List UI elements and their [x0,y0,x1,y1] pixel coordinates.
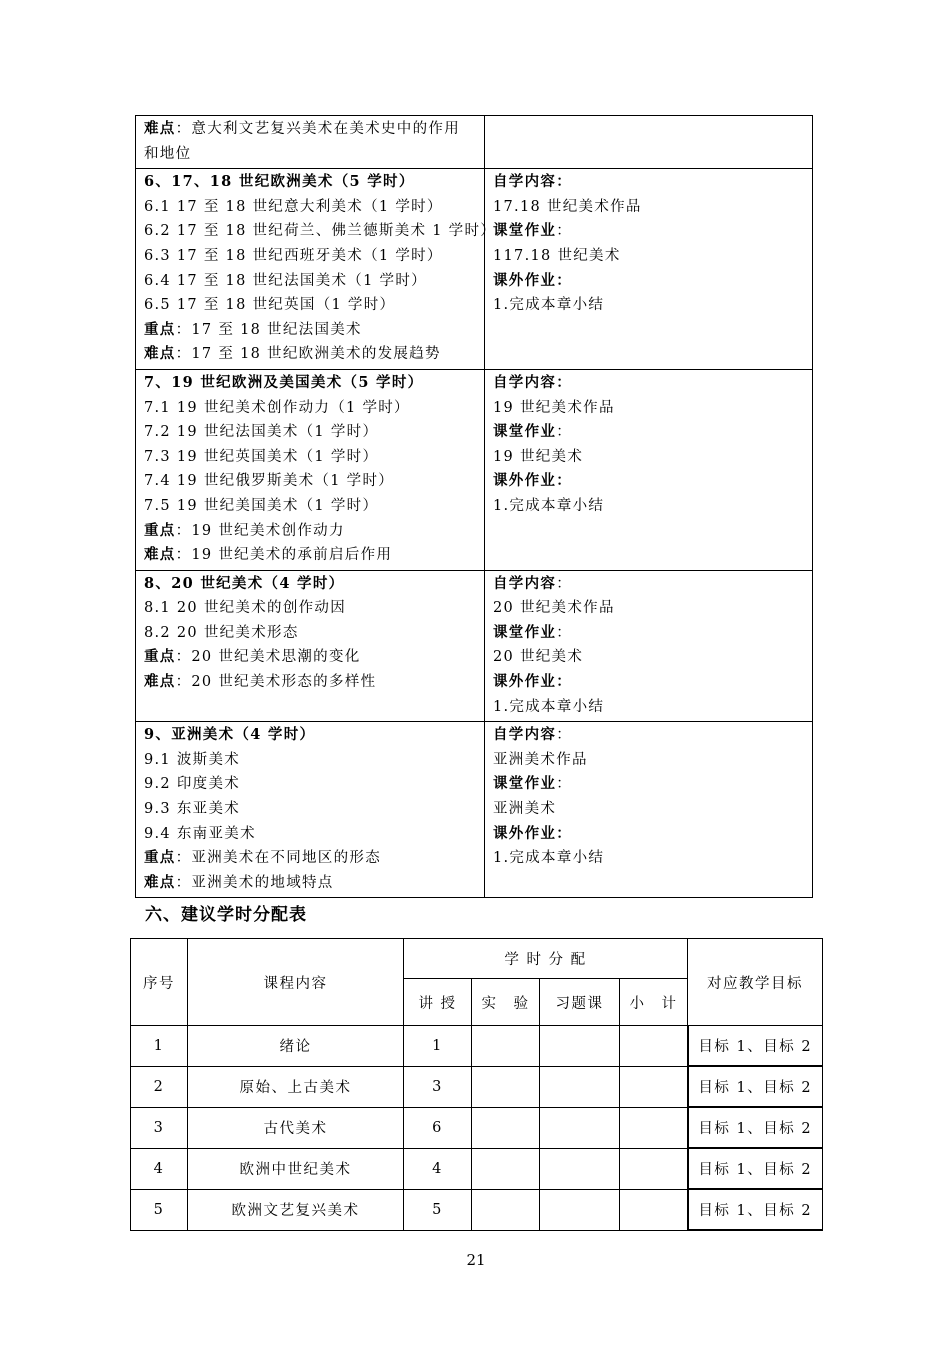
header-lab: 实 验 [472,979,540,1026]
syllabus-line [144,293,484,318]
header-subtotal: 小 计 [620,979,688,1026]
row-goal: 目标 1、目标 2 [688,1148,823,1189]
row-seq: 2 [131,1066,188,1107]
syllabus-line-text: ：意大利文艺复兴美术在美术史中的作用 [175,121,461,137]
syllabus-line [144,723,484,748]
row-lecture: 1 [404,1026,472,1067]
syllabus-line [493,445,812,470]
syllabus-line-label: 自学内容 [493,726,557,744]
syllabus-line [144,822,484,847]
syllabus-line-text: 1.完成本章小结 [493,850,605,867]
syllabus-line [144,519,484,544]
hours-row [131,1026,823,1067]
syllabus-line-label: 课堂作业 [493,623,557,641]
syllabus-line-text: 1.完成本章小结 [493,698,605,715]
syllabus-line-text: ： [556,624,573,641]
row-goal: 目标 1、目标 2 [688,1026,823,1067]
hours-header-row [131,939,823,979]
hours-table [130,938,823,1231]
row-seq: 5 [131,1189,188,1230]
row-lecture: 6 [404,1107,472,1148]
syllabus-line-text: 亚洲美术作品 [493,751,588,768]
row-goal: 目标 1、目标 2 [688,1066,823,1107]
syllabus-line [493,269,812,294]
row-exercise [540,1066,620,1107]
syllabus-topic-cell [136,169,497,370]
syllabus-line-text: 9.4 东南亚美术 [144,825,256,842]
row-lab [472,1026,540,1067]
syllabus-line-text: 9.3 东亚美术 [144,801,241,818]
syllabus-line [144,797,484,822]
row-subtotal [620,1189,688,1230]
syllabus-line [493,670,812,695]
syllabus-line-text: ：17 至 18 世纪欧洲美术的发展趋势 [175,346,441,363]
syllabus-line-text: 1.完成本章小结 [493,297,605,314]
header-goal: 对应教学目标 [688,939,823,1026]
syllabus-line-text: 8.1 20 世纪美术的创作动因 [144,600,347,617]
syllabus-line-text: 20 世纪美术 [493,649,584,666]
syllabus-line [493,572,812,597]
row-lecture: 5 [404,1189,472,1230]
syllabus-line [144,670,484,695]
syllabus-line [493,621,812,646]
syllabus-line [144,117,484,142]
syllabus-line-label: 重点 [144,521,176,539]
syllabus-line-text: ： [556,575,573,592]
syllabus-line-text: 9.1 波斯美术 [144,751,241,768]
syllabus-line-text: 19 世纪美术作品 [493,399,615,416]
syllabus-line-text: 6.3 17 至 18 世纪西班牙美术（1 学时） [144,247,443,264]
syllabus-line [144,846,484,871]
syllabus-line [144,572,484,597]
syllabus-line-text: 17.18 世纪美术作品 [493,198,642,215]
syllabus-line [493,797,812,822]
syllabus-line [144,342,484,367]
row-lecture: 3 [404,1066,472,1107]
syllabus-line [493,195,812,220]
syllabus-row [136,570,813,722]
syllabus-line [144,142,484,167]
section-heading: 六、建议学时分配表 [145,905,307,925]
syllabus-line-text: ： [556,223,573,240]
row-seq: 1 [131,1026,188,1067]
syllabus-line-label: 难点 [144,546,176,564]
syllabus-assignment-cell [485,116,813,169]
row-content: 欧洲文艺复兴美术 [188,1189,404,1230]
syllabus-line-label: 7、19 世纪欧洲及美国美术（5 学时） [144,373,424,391]
syllabus-line [493,469,812,494]
syllabus-line-text: ：17 至 18 世纪法国美术 [175,321,362,338]
syllabus-line-text: ：亚洲美术的地域特点 [175,874,334,891]
syllabus-line-label: 课外作业： [493,673,572,691]
row-seq: 4 [131,1148,188,1189]
header-lecture: 讲 授 [404,979,472,1026]
row-exercise [540,1107,620,1148]
syllabus-line [144,871,484,896]
header-hours-group: 学 时 分 配 [404,939,688,979]
syllabus-line-text: 9.2 印度美术 [144,776,241,793]
syllabus-body [136,116,813,898]
syllabus-line [493,293,812,318]
hours-row [131,1107,823,1148]
row-subtotal [620,1066,688,1107]
syllabus-topic-cell [136,722,485,898]
header-content: 课程内容 [188,939,404,1026]
syllabus-line-text: 1.完成本章小结 [493,497,605,514]
syllabus-line [144,219,497,244]
syllabus-line-text: 7.1 19 世纪美术创作动力（1 学时） [144,399,410,416]
row-lab [472,1107,540,1148]
syllabus-line-text: 6.1 17 至 18 世纪意大利美术（1 学时） [144,198,443,215]
row-content: 原始、上古美术 [188,1066,404,1107]
syllabus-line [493,822,812,847]
hours-row [131,1066,823,1107]
syllabus-line-text: 亚洲美术 [493,801,557,818]
syllabus-line [144,445,484,470]
syllabus-line [493,396,812,421]
syllabus-line-text: 7.2 19 世纪法国美术（1 学时） [144,424,379,441]
syllabus-line-label: 课堂作业 [493,775,557,793]
syllabus-line [493,170,812,195]
syllabus-line [493,219,812,244]
syllabus-assignment-cell [485,570,813,722]
syllabus-line-text: ：20 世纪美术思潮的变化 [175,649,361,666]
syllabus-line-label: 自学内容 [493,574,557,592]
header-exercise: 习题课 [540,979,620,1026]
syllabus-line-label: 课堂作业 [493,222,557,240]
syllabus-line-text: 6.4 17 至 18 世纪法国美术（1 学时） [144,272,427,289]
syllabus-topic-cell [136,369,485,570]
row-seq: 3 [131,1107,188,1148]
row-subtotal [620,1107,688,1148]
syllabus-line-label: 8、20 世纪美术（4 学时） [144,574,345,592]
syllabus-line-label: 课堂作业 [493,423,557,441]
syllabus-line [144,396,484,421]
syllabus-line-text: ：19 世纪美术创作动力 [175,522,345,539]
syllabus-line-label: 难点 [144,120,176,137]
syllabus-line-text: ： [556,776,573,793]
syllabus-line-text: 7.3 19 世纪英国美术（1 学时） [144,448,379,465]
syllabus-line-text: 和地位 [144,145,192,162]
syllabus-line-text: 6.2 17 至 18 世纪荷兰、佛兰德斯美术 1 学时） [144,223,497,240]
page-number: 21 [466,1251,486,1269]
syllabus-line-label: 自学内容： [493,373,572,391]
syllabus-line-label: 难点 [144,673,176,691]
row-content: 绪论 [188,1026,404,1067]
syllabus-line [493,846,812,871]
syllabus-line [493,645,812,670]
syllabus-assignment-cell [485,169,813,370]
row-exercise [540,1148,620,1189]
syllabus-line-label: 重点 [144,849,176,867]
syllabus-line [144,645,484,670]
hours-body [131,1026,823,1231]
syllabus-row [136,722,813,898]
syllabus-line [493,420,812,445]
syllabus-line [493,748,812,773]
syllabus-line-text: ： [556,727,573,744]
syllabus-line-text: 6.5 17 至 18 世纪英国（1 学时） [144,297,396,314]
syllabus-line-text: 117.18 世纪美术 [493,247,621,264]
syllabus-line [144,318,484,343]
row-exercise [540,1189,620,1230]
syllabus-line-label: 难点 [144,345,176,363]
syllabus-line [144,244,484,269]
syllabus-line [144,543,484,568]
syllabus-line [144,596,484,621]
syllabus-line-label: 自学内容： [493,173,572,191]
syllabus-line-text: ： [556,424,573,441]
header-seq: 序号 [131,939,188,1026]
syllabus-line-label: 9、亚洲美术（4 学时） [144,726,316,744]
row-lecture: 4 [404,1148,472,1189]
syllabus-line-text: ：19 世纪美术的承前启后作用 [175,547,393,564]
syllabus-line [144,748,484,773]
syllabus-line [493,371,812,396]
row-goal: 目标 1、目标 2 [688,1189,823,1230]
syllabus-line [144,621,484,646]
syllabus-line [144,420,484,445]
syllabus-line-label: 6、17、18 世纪欧洲美术（5 学时） [144,173,415,191]
syllabus-line-text: 7.4 19 世纪俄罗斯美术（1 学时） [144,473,395,490]
syllabus-line-label: 课外作业： [493,271,572,289]
row-content: 古代美术 [188,1107,404,1148]
syllabus-line [493,723,812,748]
row-exercise [540,1026,620,1067]
syllabus-topic-cell [136,570,485,722]
row-lab [472,1066,540,1107]
hours-row [131,1189,823,1230]
syllabus-line [144,371,484,396]
syllabus-table [135,115,813,898]
syllabus-line-text: ：20 世纪美术形态的多样性 [175,674,377,691]
syllabus-line [493,695,812,720]
syllabus-row [136,116,813,169]
syllabus-line-label: 重点 [144,648,176,666]
syllabus-topic-cell [136,116,485,169]
syllabus-line-text: ：亚洲美术在不同地区的形态 [175,850,382,867]
syllabus-line-label: 课外作业： [493,824,572,842]
syllabus-line-label: 课外作业： [493,472,572,490]
row-goal: 目标 1、目标 2 [688,1107,823,1148]
syllabus-line [493,772,812,797]
syllabus-assignment-cell [485,369,813,570]
row-lab [472,1189,540,1230]
row-content: 欧洲中世纪美术 [188,1148,404,1189]
syllabus-line-label: 重点 [144,320,176,338]
syllabus-line-label: 难点 [144,873,176,891]
syllabus-line-text: 7.5 19 世纪美国美术（1 学时） [144,497,379,514]
syllabus-line [144,195,484,220]
syllabus-line [144,772,484,797]
syllabus-line-text: 20 世纪美术作品 [493,600,615,617]
row-lab [472,1148,540,1189]
hours-row [131,1148,823,1189]
row-subtotal [620,1148,688,1189]
syllabus-line-text: 19 世纪美术 [493,448,584,465]
syllabus-line [493,596,812,621]
syllabus-assignment-cell [485,722,813,898]
syllabus-line [144,170,484,195]
syllabus-line-text: 8.2 20 世纪美术形态 [144,624,299,641]
syllabus-line [144,469,484,494]
syllabus-line [493,244,812,269]
syllabus-line [144,494,484,519]
syllabus-row [136,369,813,570]
row-subtotal [620,1026,688,1067]
syllabus-row [136,169,813,370]
syllabus-line [493,494,812,519]
syllabus-line [144,269,484,294]
